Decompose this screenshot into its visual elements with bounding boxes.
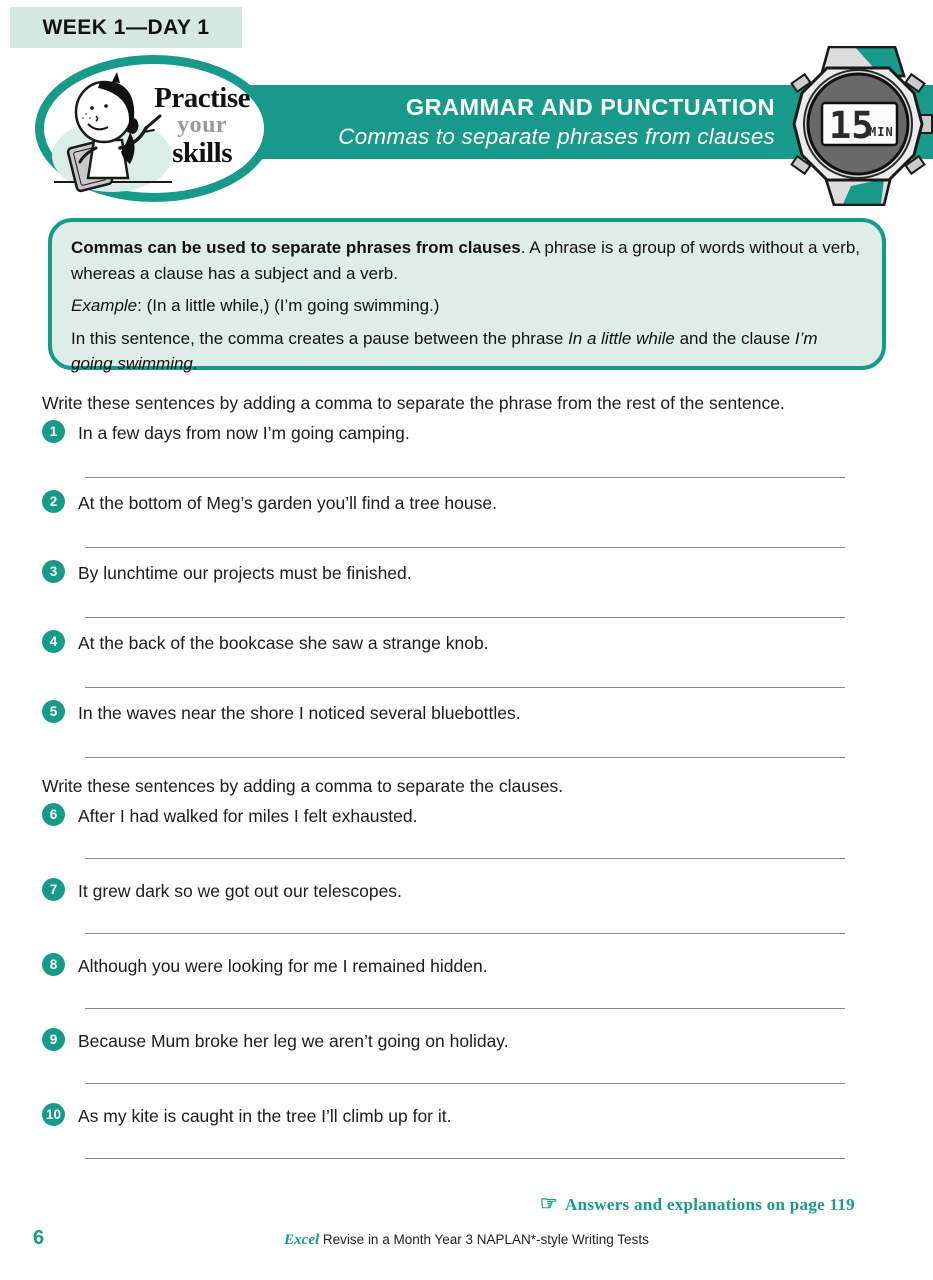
question-text: At the bottom of Meg’s garden you’ll find a tree house. [78, 493, 497, 513]
question-text: Because Mum broke her leg we aren’t going on holiday. [78, 1031, 509, 1051]
answer-line[interactable] [85, 1158, 845, 1159]
logo-word-practise: Practise [154, 82, 250, 114]
question-number-badge: 1 [42, 420, 65, 443]
question-number-badge: 10 [42, 1103, 65, 1126]
instruction-phrases: Write these sentences by adding a comma to separate the phrase from the rest of the sentence. [42, 393, 785, 413]
page-number: 6 [33, 1227, 45, 1249]
question-number-badge: 7 [42, 878, 65, 901]
question-text: In the waves near the shore I noticed several bluebottles. [78, 703, 521, 723]
question-text: At the back of the bookcase she saw a strange knob. [78, 633, 489, 653]
question-text: As my kite is caught in the tree I’ll climb up for it. [78, 1106, 452, 1126]
logo-text [154, 84, 250, 168]
info-paragraph-example: Example: (In a little while,) (I’m going swimming.) [71, 296, 440, 315]
answer-line[interactable] [85, 933, 845, 934]
question-text: By lunchtime our projects must be finished. [78, 563, 412, 583]
question-6 [42, 805, 845, 859]
lesson-title: GRAMMAR AND PUNCTUATION [405, 94, 775, 120]
question-number-badge: 3 [42, 560, 65, 583]
answers-reference [540, 1191, 855, 1216]
book-title-rest: Revise in a Month Year 3 NAPLAN*-style Writing Tests [319, 1232, 649, 1247]
question-5 [42, 702, 845, 758]
info-paragraph-definition: Commas can be used to separate phrases from clauses. A phrase is a group of words without a verb, whereas a clause has a subject and a verb. [71, 238, 860, 283]
question-number-badge: 5 [42, 700, 65, 723]
question-number-badge: 4 [42, 630, 65, 653]
question-9 [42, 1030, 845, 1084]
timer-unit: min [869, 125, 894, 139]
question-2 [42, 492, 845, 548]
question-number-badge: 8 [42, 953, 65, 976]
answers-reference-text: Answers and explanations on page 119 [565, 1195, 855, 1214]
question-8 [42, 955, 845, 1009]
book-title-excel: Excel [284, 1232, 320, 1248]
question-number-badge: 2 [42, 490, 65, 513]
lesson-subtitle: Commas to separate phrases from clauses [338, 124, 775, 149]
question-3 [42, 562, 845, 618]
answer-line[interactable] [85, 1008, 845, 1009]
week-day-badge: WEEK 1—DAY 1 [10, 7, 242, 48]
answer-line[interactable] [85, 687, 845, 688]
instruction-clauses: Write these sentences by adding a comma to separate the clauses. [42, 776, 564, 796]
practise-skills-logo [35, 55, 273, 202]
question-text: In a few days from now I’m going camping. [78, 423, 410, 443]
pointing-hand-icon: ☞ [539, 1193, 559, 1215]
answer-line[interactable] [85, 477, 845, 478]
timer-minutes: 15 [829, 104, 874, 147]
question-text: Although you were looking for me I remained hidden. [78, 956, 488, 976]
question-1 [42, 422, 845, 478]
question-4 [42, 632, 845, 688]
section-phrases [42, 392, 845, 772]
logo-word-skills: skills [172, 137, 233, 169]
answer-line[interactable] [85, 858, 845, 859]
answer-line[interactable] [85, 547, 845, 548]
concept-info-box [48, 218, 886, 373]
logo-word-your: your [177, 112, 228, 138]
section-clauses [42, 775, 845, 1180]
answer-line[interactable] [85, 757, 845, 758]
answer-line[interactable] [85, 617, 845, 618]
question-number-badge: 9 [42, 1028, 65, 1051]
question-text: After I had walked for miles I felt exhausted. [78, 806, 418, 826]
question-7 [42, 880, 845, 934]
info-paragraph-explanation: In this sentence, the comma creates a pause between the phrase In a little while and the clause I’m going swimming. [71, 328, 818, 373]
book-title [0, 1232, 933, 1249]
timer-watch-icon [783, 46, 933, 206]
question-text: It grew dark so we got out our telescopes. [78, 881, 402, 901]
question-10 [42, 1105, 845, 1159]
question-number-badge: 6 [42, 803, 65, 826]
answer-line[interactable] [85, 1083, 845, 1084]
